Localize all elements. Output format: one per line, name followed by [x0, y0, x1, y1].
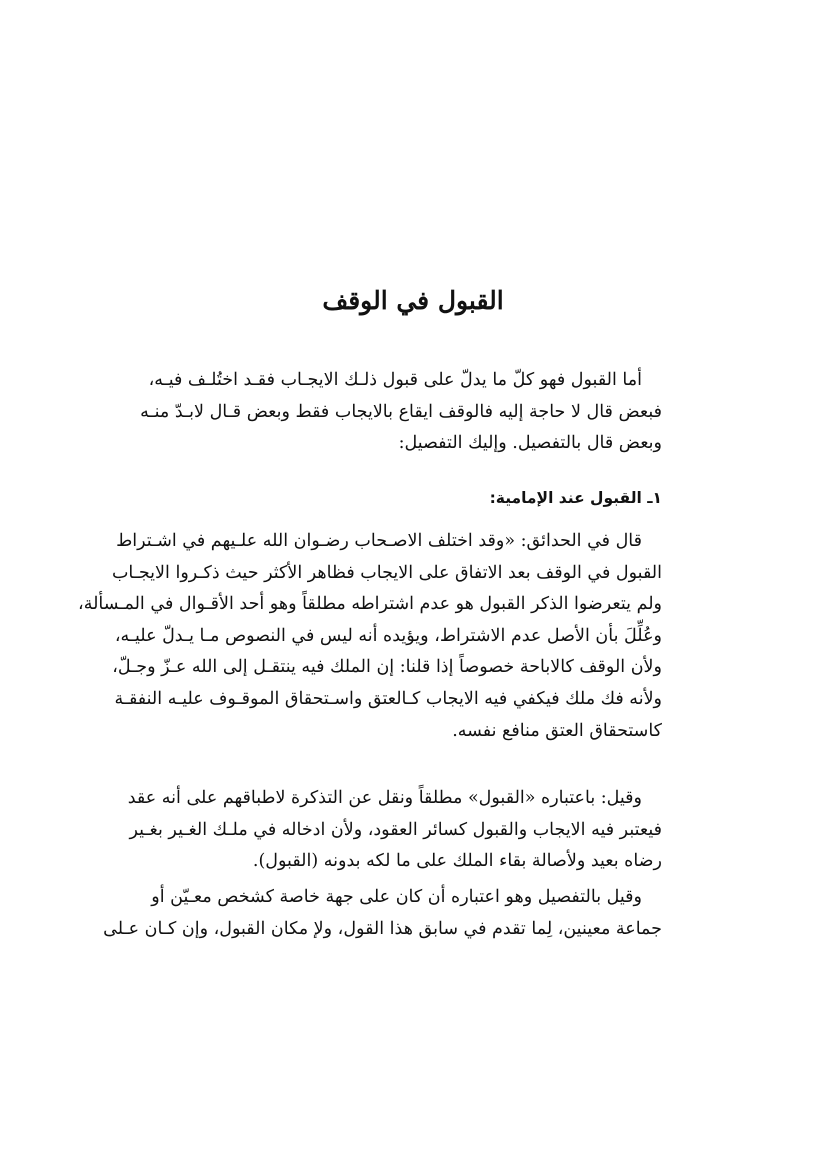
paragraph-line: القبول في الوقف بعد الاتفاق على الايجاب فظاهر الأكثر حيث ذكـروا الايجـاب [111, 562, 662, 583]
paragraph-line: وعُلِّلَ بأن الأصل عدم الاشتراط، ويؤيده أنه ليس في النصوص مـا يـدلّ عليـه، [114, 625, 662, 646]
paragraph-line: فيعتبر فيه الايجاب والقبول كسائر العقود، ولأن ادخاله في ملـك الغـير بغـير [129, 819, 662, 840]
section-paragraph-second-view [127, 783, 662, 878]
paragraph-line: قال في الحدائق: «وقد اختلف الاصـحاب رضـوان الله علـيهم في اشـتراط [116, 531, 642, 551]
section-paragraph-third-view [103, 882, 662, 945]
paragraph-line: وقيل: باعتباره «القبول» مطلقاً ونقل عن التذكرة لاطباقهم على أنه عقد [127, 788, 642, 808]
paragraph-line: وقيل بالتفصيل وهو اعتباره أن كان على جهة خاصة كشخص معـيّن أو [151, 887, 642, 907]
paragraph-line: ولأنه فك ملك فيكفي فيه الايجاب كـالعتق واسـتحقاق الموقـوف عليـه النفقـة [114, 688, 662, 709]
intro-paragraph [140, 365, 662, 460]
section-heading: ١ـ القبول عند الإمامية: [489, 489, 662, 507]
page-title: القبول في الوقف [322, 286, 504, 315]
paragraph-line: فبعض قال لا حاجة إليه فالوقف ايقاع بالايجاب فقط وبعض قـال لابـدّ منـه [140, 401, 662, 422]
paragraph-line: أما القبول فهو كلّ ما يدلّ على قبول ذلـك الايجـاب فقـد اختُلـف فيـه، [148, 370, 642, 390]
paragraph-line: رضاه بعيد ولأصالة بقاء الملك على ما لكه بدونه (القبول). [252, 851, 662, 872]
section-paragraph-quote [78, 526, 662, 747]
paragraph-line: وبعض قال بالتفصيل. وإليك التفصيل: [398, 433, 662, 454]
paragraph-line: جماعة معينين، لِما تقدم في سابق هذا القول، ولإ مكان القبول، وإن كـان عـلى [103, 918, 662, 939]
paragraph-line: ولم يتعرضوا الذكر القبول هو عدم اشتراطه مطلقاً وهو أحد الأقـوال في المـسألة، [78, 594, 662, 615]
paragraph-line: ولأن الوقف كالاباحة خصوصاً إذا قلنا: إن الملك فيه ينتقـل إلى الله عـزّ وجـلّ، [112, 657, 662, 678]
paragraph-line: كاستحقاق العتق منافع نفسه. [452, 720, 662, 741]
